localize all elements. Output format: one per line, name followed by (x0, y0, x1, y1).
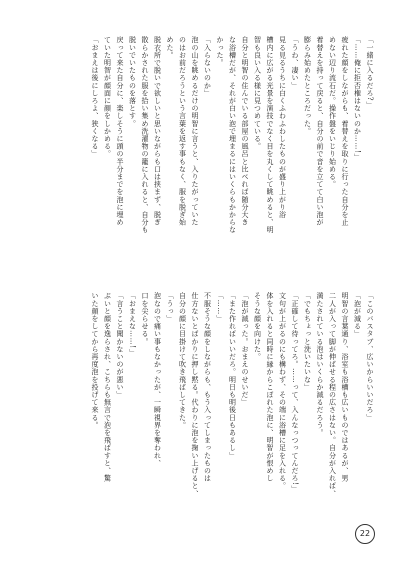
text-line: 「泡が減った。おまえのせいだ」 (241, 292, 249, 406)
text-line: 満たされている泡はいくらか減るだろう。 (316, 292, 324, 437)
text-line: 散らかされた服を拾い集め洗濯物の籠に入れると、自分も (141, 36, 149, 234)
text-line: 不服そうな顔をしながらも、もう入ってしまったものは (203, 292, 212, 482)
text-line: のはお前だろうという言葉を返す事もなく、服を脱ぎ始 (178, 36, 187, 226)
text-line: 「おまえな……!」 (128, 292, 137, 357)
text-line: ぷいと顔を逸らされ、こちらも無言で泡を飛ばすと、驚 (103, 292, 112, 482)
text-line: 「このバスタブ、広いからいいだろ」 (366, 292, 374, 422)
text-line: 「正確して待ってろ。……って、入んなっつってんだろ!」 (291, 292, 299, 494)
text-line: かった。 (216, 36, 224, 67)
text-line: 脱いでいたものを落とす。 (128, 36, 137, 128)
text-line: 「言うこと聞かないのが悪い」 (116, 292, 124, 399)
text-line: 「うっ」 (166, 292, 174, 323)
text-line: そうな顔を向けた。 (253, 292, 262, 361)
text-line: 着替えを持って戻ると、自分の前で音を立てて白い泡が (316, 36, 324, 226)
text-line: 二人が入って脚が伸ばせる程の広さはない。自分が入れば、 (328, 292, 337, 498)
text-line: 見る見るうちに白くふわふわしたものが盛り上がり浴 (278, 36, 287, 219)
text-line: ていた明智が顔面に顔をしかめる。 (103, 36, 112, 158)
text-line: 自分と明智の住んでいる部屋の風呂と比べれば随分大き (241, 36, 249, 226)
text-line: 仕方ないとばかりに押し黙る。代わりに泡を掬い上げると、 (191, 292, 199, 498)
text-line: 「また作ればいいだろ。明日も明後日もあるし」 (228, 292, 237, 460)
text-line: な浴槽だが、それが白い泡で埋まるにはいくらもかからな (228, 36, 237, 234)
text-line: 疲れた顔をしながらも、着替えを取りに行った自分を止 (341, 36, 349, 226)
text-line: 「うわ、凄い」 (291, 36, 299, 90)
text-line: 「おまえは後にしろよ、狭くなる」 (91, 36, 99, 158)
text-line: 泡なので痛い事もなかったが、一瞬視界を奪われ、 (153, 292, 162, 467)
text-line: めた。 (166, 36, 174, 59)
bottom-text-block (89, 292, 377, 514)
text-line: 自分の顔に目掛けて吹き飛ばしてきた。 (178, 292, 187, 429)
text-line: 口を尖らせる。 (141, 292, 149, 346)
text-line: 「入らないのか」 (203, 36, 212, 97)
text-line: 泡の山を眺めるだけの明智に言うと、入りたがっていた (191, 36, 199, 226)
text-line: 「……俺に拒否権はないのか……!」 (353, 36, 362, 162)
text-line: 明智の言葉通り、浴室も浴槽も広いものではあるが、男 (341, 292, 349, 482)
text-line: 「でもちょっと洗いたいな」 (303, 292, 312, 391)
top-text-block (89, 36, 377, 258)
text-line: 「泡が減る」 (353, 292, 362, 338)
text-line: 体を入れると同時に縁からこぼれた泡に、明智が恨めし (266, 292, 274, 482)
text-line: 「……」 (216, 292, 224, 323)
text-line: 膨らみ始めたところだった。 (303, 36, 312, 135)
page-number: 22 (355, 524, 375, 544)
text-line: 文句が上がるのにも構わず、その端に浴槽に足を入れる。 (278, 292, 287, 490)
text-line: 智も良い入る様に見つめている。 (253, 36, 262, 150)
text-line: 「一緒に入るだろ?」 (366, 36, 374, 109)
text-line: 槽内に広がる光景を演技でなく目を丸くして眺めると、明 (266, 36, 274, 234)
text-line: 脱衣所で脱いで欲しいと思いながらも口は挟まず、脱ぎ (153, 36, 162, 226)
text-line: いた顔をしてから再度泡を投げて来る。 (91, 292, 99, 429)
text-line: めない辺り流石だ。操作盤をいじり始める。 (328, 36, 337, 188)
text-line: 戻って来た自分に、楽しそうに頭の半分までを泡に埋め (116, 36, 124, 226)
